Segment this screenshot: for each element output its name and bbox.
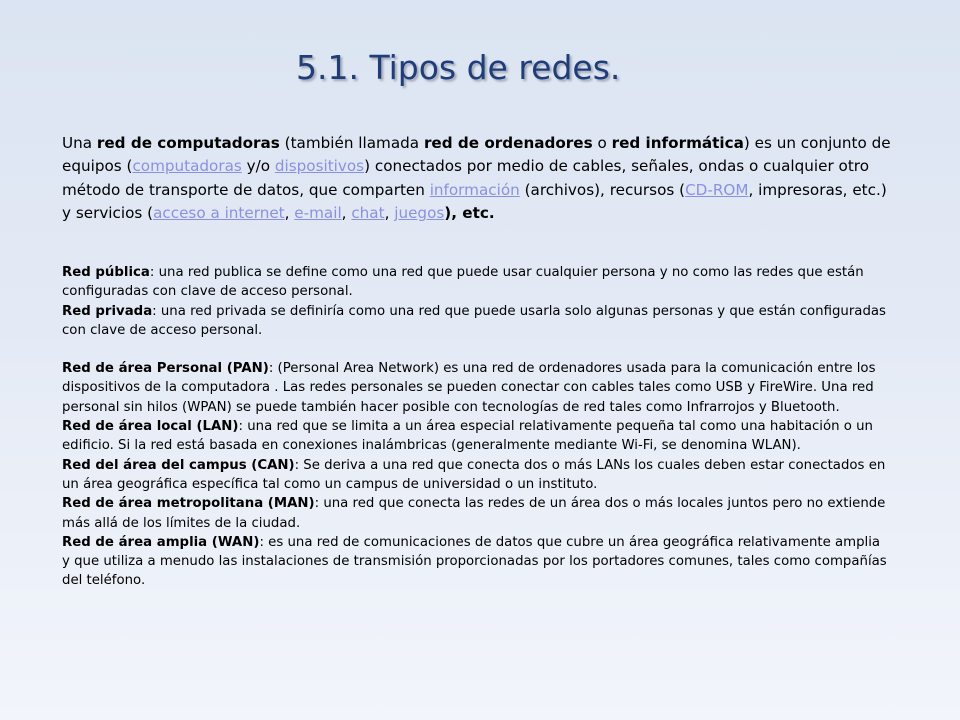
intro-text: , — [284, 204, 295, 223]
intro-term-red-ordenadores: red de ordenadores — [423, 134, 593, 152]
definition-can — [62, 456, 892, 495]
definition-term: Red de área amplia (WAN) — [62, 534, 260, 550]
definition-term: Red de área metropolitana (MAN) — [62, 496, 315, 512]
definition-red-publica — [62, 263, 892, 302]
definition-lan — [62, 417, 892, 456]
intro-text: (archivos), recursos ( — [519, 180, 686, 199]
definition-text: : (Personal Area Network) es una red de ordenadores usada para la comunicación entre los dispositivos de la computadora . Las redes personales se pueden conectar con cables tales como USB y FireWire. Una red personal sin hilos (WPAN) se puede también hacer posible con tecnologías de red tales como Infrarrojos y Bluetooth. — [62, 361, 876, 415]
intro-text: , — [341, 204, 352, 223]
definition-man — [62, 494, 892, 533]
link-chat[interactable]: chat — [351, 204, 385, 223]
paragraph-spacer — [62, 340, 892, 359]
link-e-mail[interactable]: e-mail — [294, 204, 342, 223]
link-dispositivos[interactable]: dispositivos — [274, 157, 365, 176]
intro-text: Una — [62, 134, 97, 152]
definition-text: : una red que se limita a un área especial relativamente pequeña tal como una habitación o un edificio. Si la red está basada en conexiones inalámbricas (generalmente mediante Wi-Fi, se denomina WLAN). — [62, 419, 873, 454]
definition-pan — [62, 359, 892, 417]
intro-term-red-informatica: red informática — [611, 134, 744, 152]
link-juegos[interactable]: juegos — [394, 204, 445, 223]
intro-text: y/o — [241, 157, 275, 176]
definition-term: Red pública — [62, 265, 150, 280]
link-informacion[interactable]: información — [429, 180, 520, 199]
intro-text: (también llamada — [279, 134, 424, 152]
link-cd-rom[interactable]: CD-ROM — [685, 180, 749, 199]
definition-term: Red de área Personal (PAN) — [62, 361, 269, 377]
link-computadoras[interactable]: computadoras — [132, 157, 242, 176]
intro-text-end: ), etc. — [444, 204, 495, 223]
definition-text: : una red publica se define como una red que puede usar cualquier persona y no como las redes que están configuradas con clave de acceso personal. — [62, 265, 864, 300]
definition-text: : Se deriva a una red que conecta dos o más LANs los cuales deben estar conectados en un área geográfica específica tal como un campus de universidad o un instituto. — [62, 457, 886, 492]
definition-red-privada — [62, 302, 892, 341]
intro-term-red-computadoras: red de computadoras — [96, 134, 280, 152]
link-acceso-internet[interactable]: acceso a internet — [153, 204, 285, 223]
definition-text: : una red privada se definiría como una red que puede usarla solo algunas personas y que están configuradas con clave de acceso personal. — [62, 303, 886, 338]
definition-text: : es una red de comunicaciones de datos que cubre un área geográfica relativamente amplia y que utiliza a menudo las instalaciones de transmisión proporcionadas por los portadores comunes, tales como compañías del teléfono. — [62, 534, 887, 589]
intro-text: ) es un conjunto de equipos ( — [62, 134, 891, 176]
intro-text: , — [384, 204, 395, 223]
intro-text: , impresoras, etc.) y servicios ( — [62, 180, 887, 223]
intro-paragraph — [62, 132, 892, 226]
intro-text: ) conectados por medio de cables, señales, ondas o cualquier otro método de transporte de datos, que comparten — [62, 157, 870, 199]
definition-term: Red privada — [62, 303, 153, 319]
intro-text: o — [592, 134, 612, 152]
definition-term: Red de área local (LAN) — [62, 419, 239, 435]
definition-wan — [62, 533, 892, 591]
definitions-block — [62, 263, 892, 591]
definition-term: Red del área del campus (CAN) — [62, 457, 295, 473]
slide-title: 5.1. Tipos de redes. — [296, 48, 621, 87]
definition-text: : una red que conecta las redes de un área dos o más locales juntos pero no extiende más allá de los límites de la ciudad. — [62, 496, 886, 531]
